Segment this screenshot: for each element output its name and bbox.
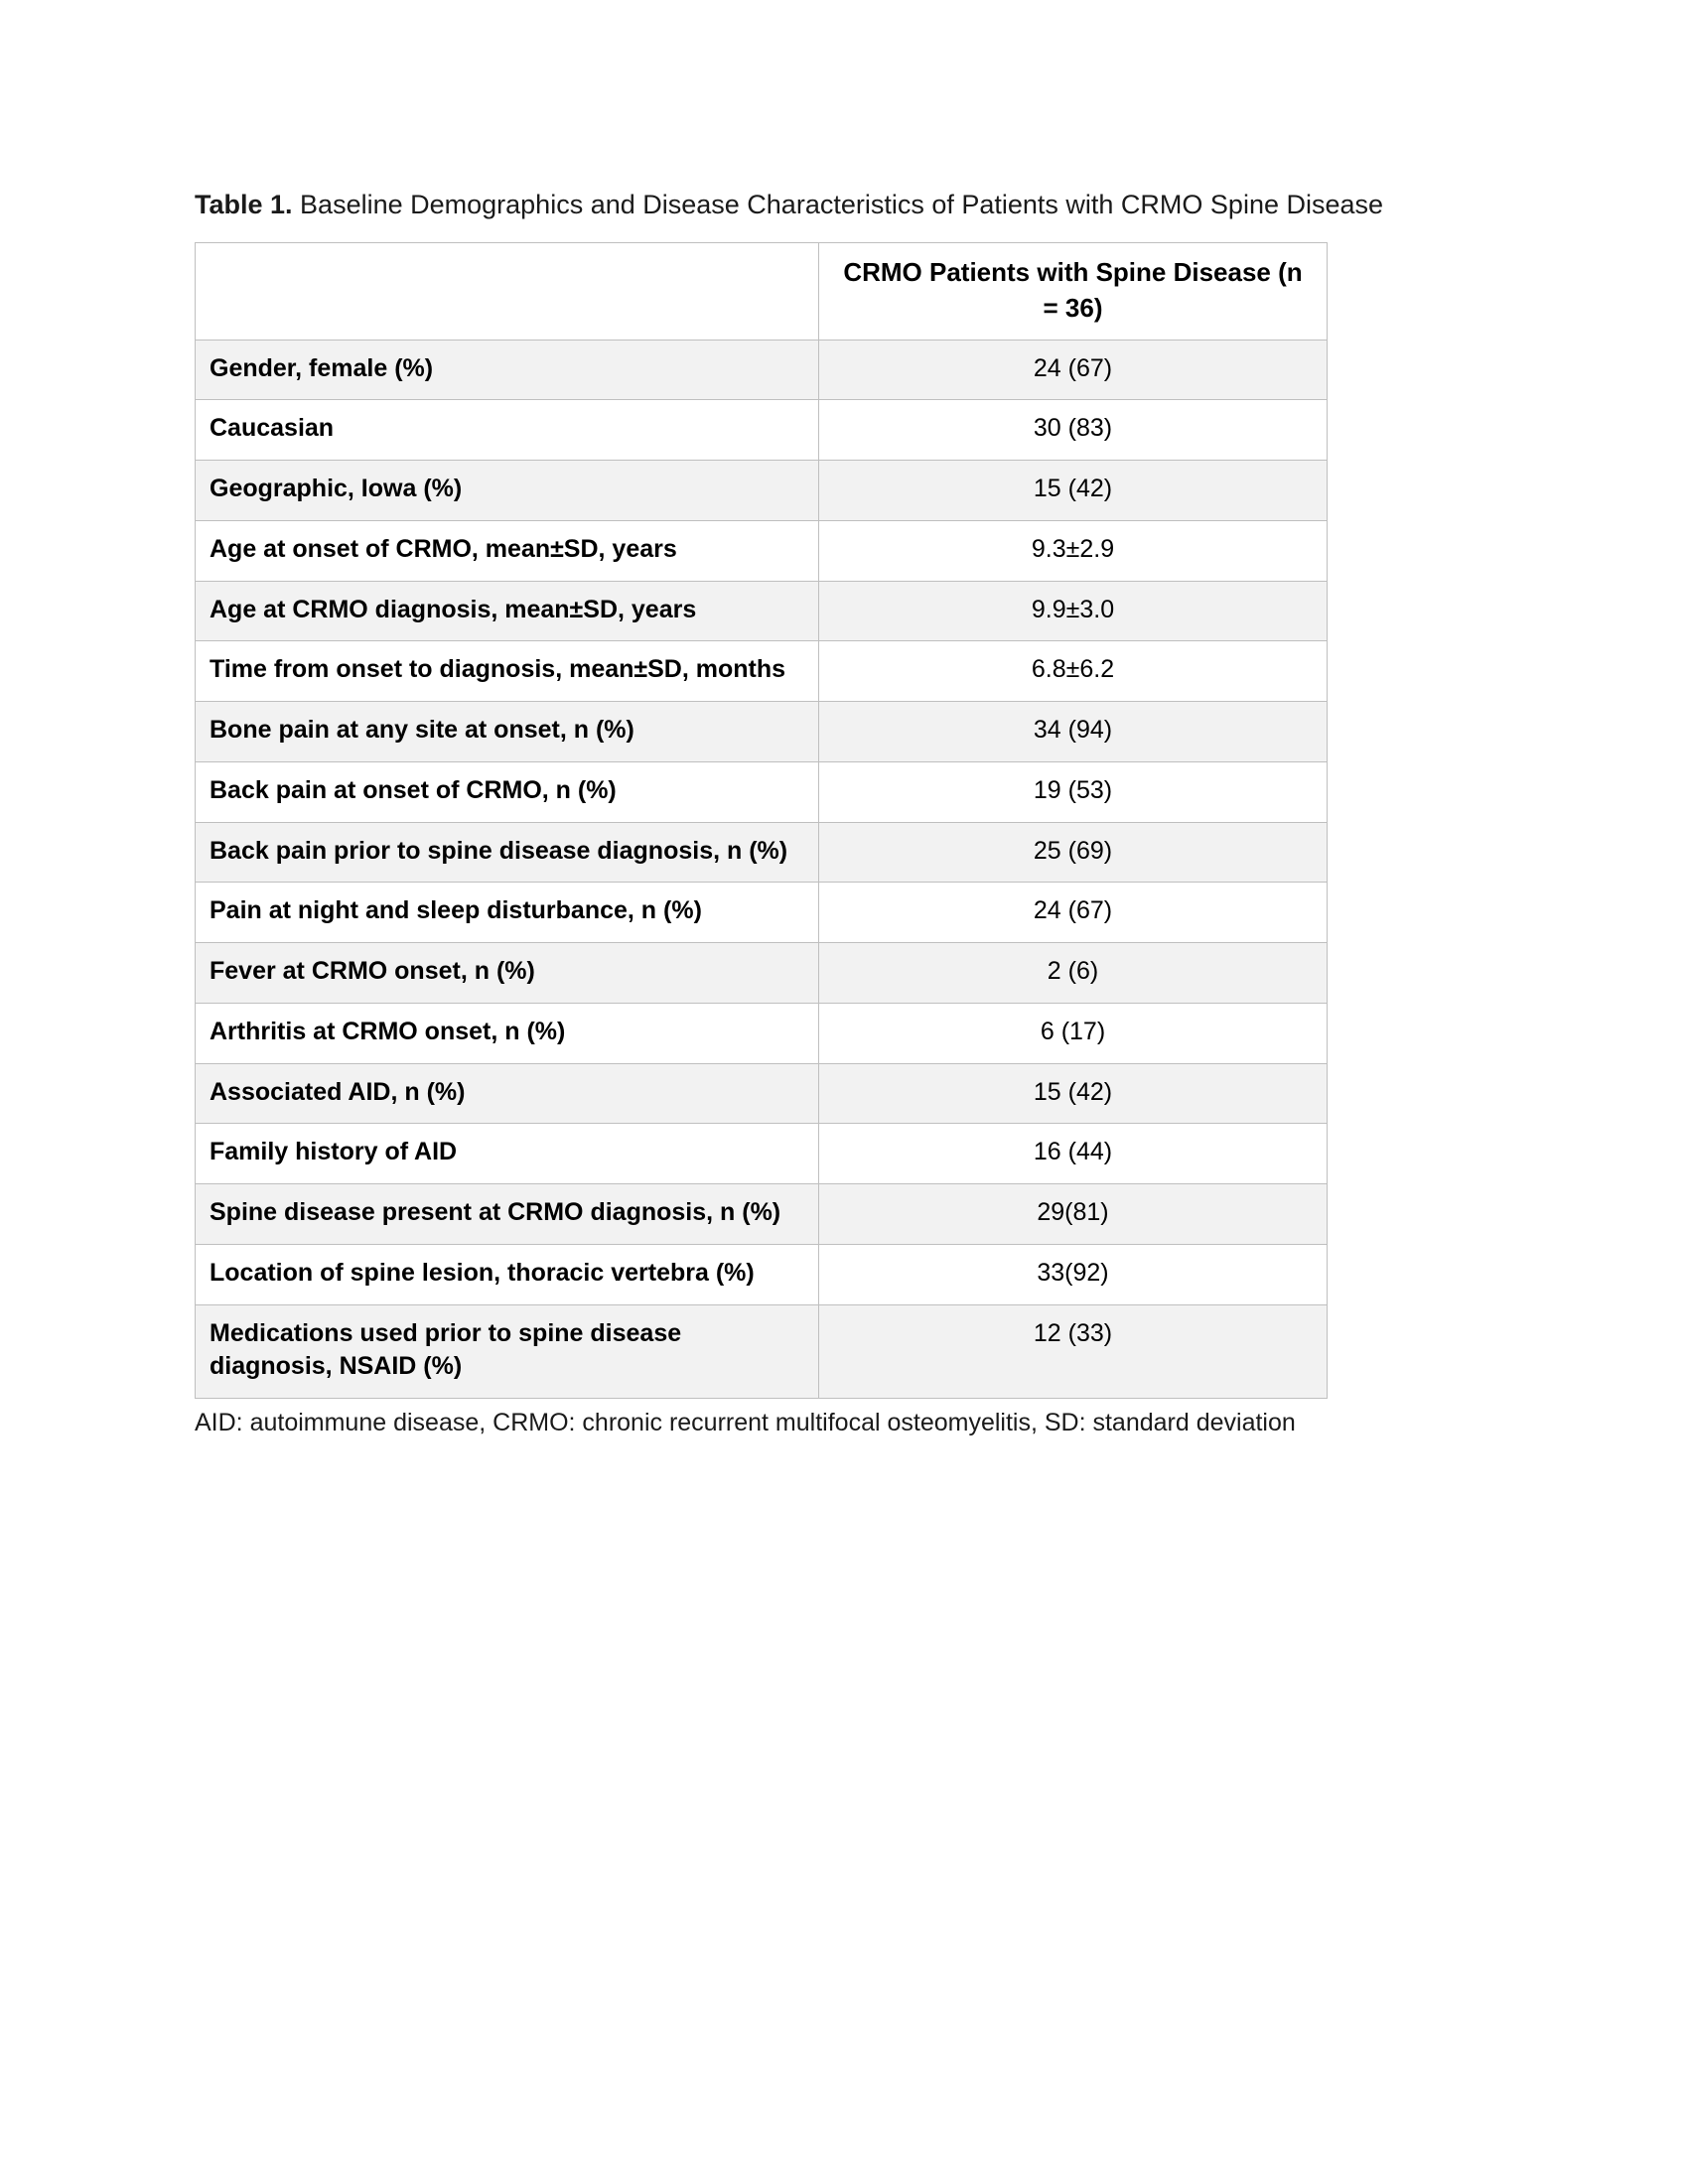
table-row (196, 822, 1328, 883)
table-footnote: AID: autoimmune disease, CRMO: chronic recurrent multifocal osteomyelitis, SD: standard deviation (195, 1409, 1296, 1437)
row-value: 25 (69) (819, 822, 1328, 883)
row-label: Family history of AID (196, 1124, 819, 1184)
row-label: Geographic, Iowa (%) (196, 461, 819, 521)
table-row (196, 400, 1328, 461)
row-label: Spine disease present at CRMO diagnosis, n (%) (196, 1184, 819, 1245)
row-label: Back pain prior to spine disease diagnosis, n (%) (196, 822, 819, 883)
column-header-blank (196, 243, 819, 340)
row-label: Age at CRMO diagnosis, mean±SD, years (196, 581, 819, 641)
table-body (196, 340, 1328, 1399)
row-label: Arthritis at CRMO onset, n (%) (196, 1003, 819, 1063)
table-row (196, 340, 1328, 400)
row-value: 12 (33) (819, 1304, 1328, 1399)
table-caption (195, 187, 1416, 222)
row-label: Fever at CRMO onset, n (%) (196, 943, 819, 1004)
table-row (196, 581, 1328, 641)
row-label: Caucasian (196, 400, 819, 461)
row-label: Associated AID, n (%) (196, 1063, 819, 1124)
table-caption-label: Table 1. (195, 190, 293, 219)
table-row (196, 943, 1328, 1004)
row-label: Back pain at onset of CRMO, n (%) (196, 761, 819, 822)
row-value: 15 (42) (819, 1063, 1328, 1124)
demographics-table (195, 242, 1328, 1399)
table-row (196, 520, 1328, 581)
table-row (196, 1063, 1328, 1124)
table-row (196, 1184, 1328, 1245)
table-caption-text: Baseline Demographics and Disease Characteristics of Patients with CRMO Spine Disease (292, 190, 1384, 219)
row-label: Gender, female (%) (196, 340, 819, 400)
row-value: 19 (53) (819, 761, 1328, 822)
row-value: 24 (67) (819, 883, 1328, 943)
table-block (195, 187, 1426, 1440)
row-value: 16 (44) (819, 1124, 1328, 1184)
row-value: 2 (6) (819, 943, 1328, 1004)
column-header-patients: CRMO Patients with Spine Disease (n = 36) (819, 243, 1328, 340)
row-label: Bone pain at any site at onset, n (%) (196, 702, 819, 762)
row-value: 9.9±3.0 (819, 581, 1328, 641)
table-row (196, 1244, 1328, 1304)
table-row (196, 641, 1328, 702)
row-label: Pain at night and sleep disturbance, n (%) (196, 883, 819, 943)
table-row (196, 1304, 1328, 1399)
table-row (196, 1003, 1328, 1063)
row-value: 9.3±2.9 (819, 520, 1328, 581)
row-label: Age at onset of CRMO, mean±SD, years (196, 520, 819, 581)
row-value: 30 (83) (819, 400, 1328, 461)
table-row (196, 761, 1328, 822)
table-header-row (196, 243, 1328, 340)
table-row (196, 883, 1328, 943)
table-row (196, 461, 1328, 521)
row-value: 6.8±6.2 (819, 641, 1328, 702)
row-label: Time from onset to diagnosis, mean±SD, months (196, 641, 819, 702)
row-value: 15 (42) (819, 461, 1328, 521)
row-value: 34 (94) (819, 702, 1328, 762)
row-label: Location of spine lesion, thoracic vertebra (%) (196, 1244, 819, 1304)
row-value: 33(92) (819, 1244, 1328, 1304)
table-row (196, 702, 1328, 762)
table-row (196, 1124, 1328, 1184)
row-value: 24 (67) (819, 340, 1328, 400)
row-value: 29(81) (819, 1184, 1328, 1245)
row-value: 6 (17) (819, 1003, 1328, 1063)
row-label: Medications used prior to spine disease diagnosis, NSAID (%) (196, 1304, 819, 1399)
